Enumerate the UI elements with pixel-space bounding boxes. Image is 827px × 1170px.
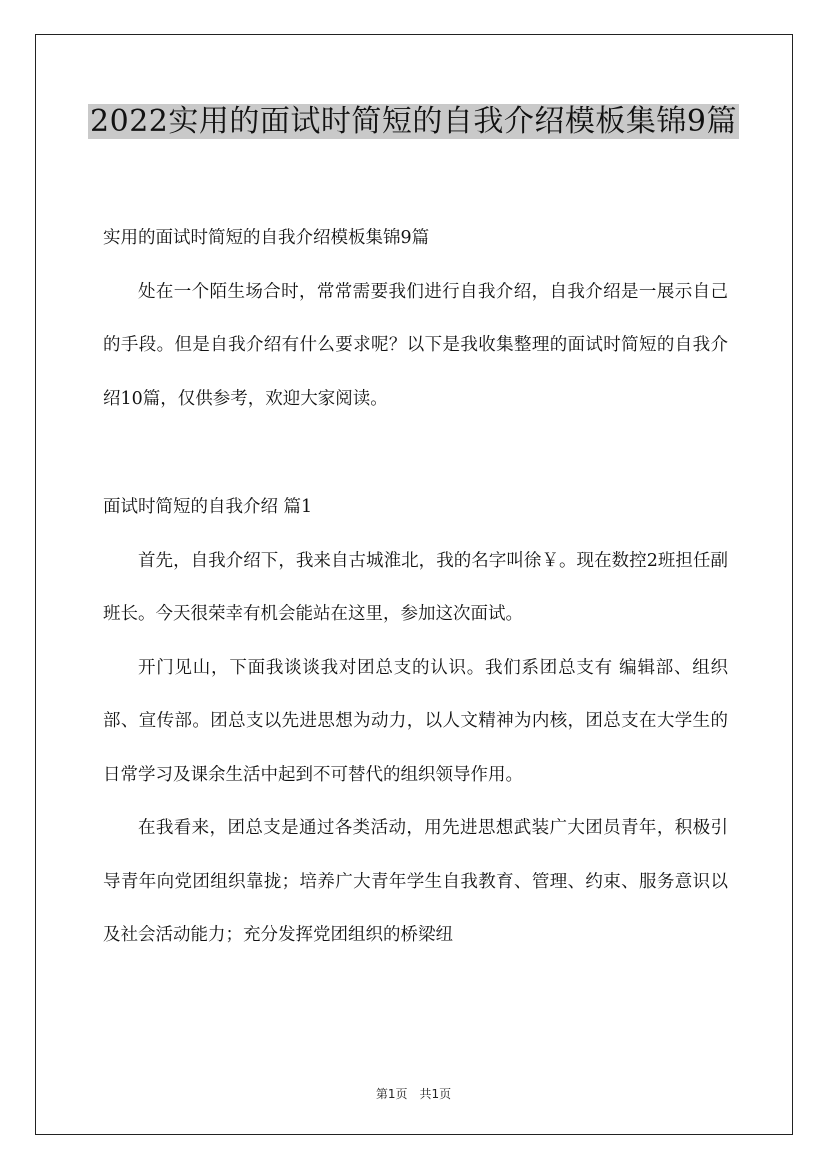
intro-paragraph: 处在一个陌生场合时，常常需要我们进行自我介绍，自我介绍是一展示自己的手段。但是自我介绍有什么要求呢？以下是我收集整理的面试时简短的自我介绍10篇，仅供参考，欢迎大家阅读。 [103, 281, 728, 409]
section-body [103, 481, 728, 963]
body-paragraph-2: 开门见山，下面我谈谈我对团总支的认识。我们系团总支有 编辑部、组织部、宣传部。团总支以先进思想为动力，以人文精神为内核，团总支在大学生的日常学习及课余生活中起到不可替代的组织领导作用。 [103, 657, 728, 785]
page-footer: 第1页 共1页 [375, 1087, 452, 1101]
document-body [103, 212, 728, 426]
section-heading: 面试时简短的自我介绍 篇1 [103, 497, 313, 517]
document-title: 2022实用的面试时简短的自我介绍模板集锦9篇 [90, 104, 737, 139]
document-subtitle: 实用的面试时简短的自我介绍模板集锦9篇 [103, 228, 430, 248]
body-paragraph-3: 在我看来，团总支是通过各类活动，用先进思想武装广大团员青年，积极引导青年向党团组织靠拢；培养广大青年学生自我教育、管理、约束、服务意识以及社会活动能力；充分发挥党团组织的桥梁纽 [103, 818, 728, 945]
body-paragraph-1: 首先，自我介绍下，我来自古城淮北，我的名字叫徐￥。现在数控2班担任副班长。今天很荣幸有机会能站在这里，参加这次面试。 [103, 550, 728, 624]
